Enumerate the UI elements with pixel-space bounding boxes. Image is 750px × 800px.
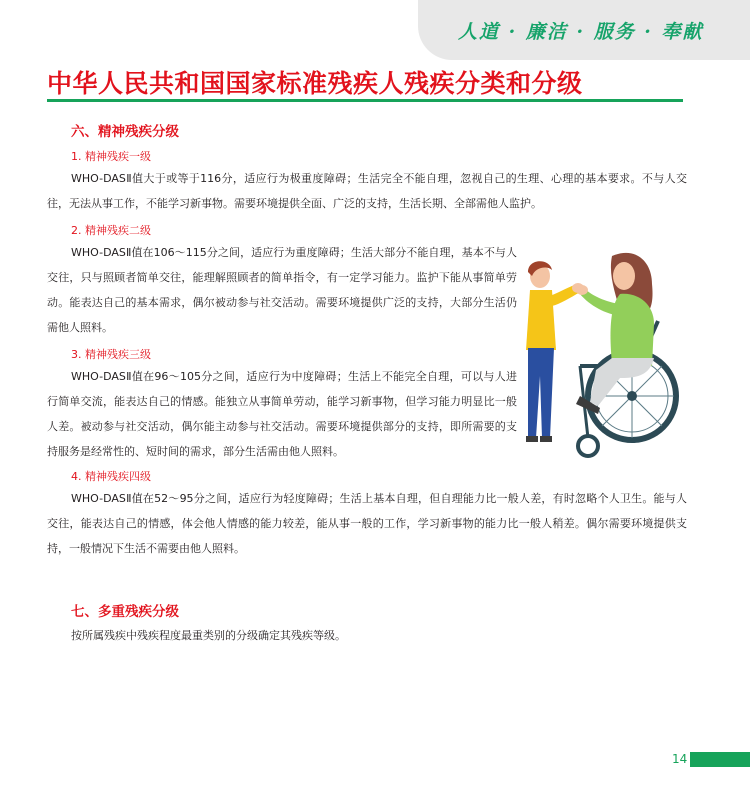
wheelchair-caregiver-illustration xyxy=(520,246,685,466)
level-4-text: WHO-DASⅡ值在52～95分之间，适应行为轻度障碍；生活上基本自理，但自理能力比一般人差，有时忽略个人卫生。能与人交往，能表达自己的情感，体会他人情感的能力较差，能从事一般的工作，学习新事物的能力比一般人稍差。偶尔需要环境提供支持，一般情况下生活不需要由他人照料。 xyxy=(47,492,687,555)
page-title: 中华人民共和国国家标准残疾人残疾分类和分级 xyxy=(47,69,583,98)
slogan-text: 人道 · 廉洁 · 服务 · 奉献 xyxy=(458,21,704,43)
footer-accent-bar xyxy=(690,752,750,767)
level-3-label: 3. 精神残疾三级 xyxy=(71,348,151,361)
wheel-small xyxy=(578,436,598,456)
section-heading-mental: 六、精神残疾分级 xyxy=(71,124,179,140)
section-heading-multiple: 七、多重残疾分级 xyxy=(71,604,179,620)
page-number: 14 xyxy=(672,752,688,766)
boy-pants xyxy=(528,348,554,438)
level-1-text: WHO-DASⅡ值大于或等于116分，适应行为极重度障碍；生活完全不能自理，忽视自己的生理、心理的基本要求。不与人交往，无法从事工作，不能学习新事物。需要环境提供全面、广泛的支持，生活长期、全部需他人监护。 xyxy=(47,172,687,210)
slogan-banner xyxy=(418,0,750,60)
level-2-label: 2. 精神残疾二级 xyxy=(71,224,151,237)
level-1-label: 1. 精神残疾一级 xyxy=(71,150,151,163)
level-4-label: 4. 精神残疾四级 xyxy=(71,470,151,483)
multiple-disability-text: 按所属残疾中残疾程度最重类别的分级确定其残疾等级。 xyxy=(71,629,346,642)
level-3-text: WHO-DASⅡ值在96～105分之间，适应行为中度障碍；生活上不能完全自理，可以与人进行简单交流，能表达自己的情感。能独立从事简单劳动，能学习新事物，但学习能力明显比一般人差。被动参与社交活动，偶尔能主动参与社交活动。需要环境提供部分的支持，即所需要的支持服务是经常性的、短时间的需求，部分生活需由他人照料。 xyxy=(47,370,517,458)
title-divider xyxy=(47,99,683,102)
level-2-text: WHO-DASⅡ值在106～115分之间，适应行为重度障碍；生活大部分不能自理，基本不与人交往，只与照顾者简单交往，能理解照顾者的简单指令，有一定学习能力。监护下能从事简单劳动。能表达自己的基本需求，偶尔被动参与社交活动。需要环境提供广泛的支持，大部分生活仍需他人照料。 xyxy=(47,246,517,334)
